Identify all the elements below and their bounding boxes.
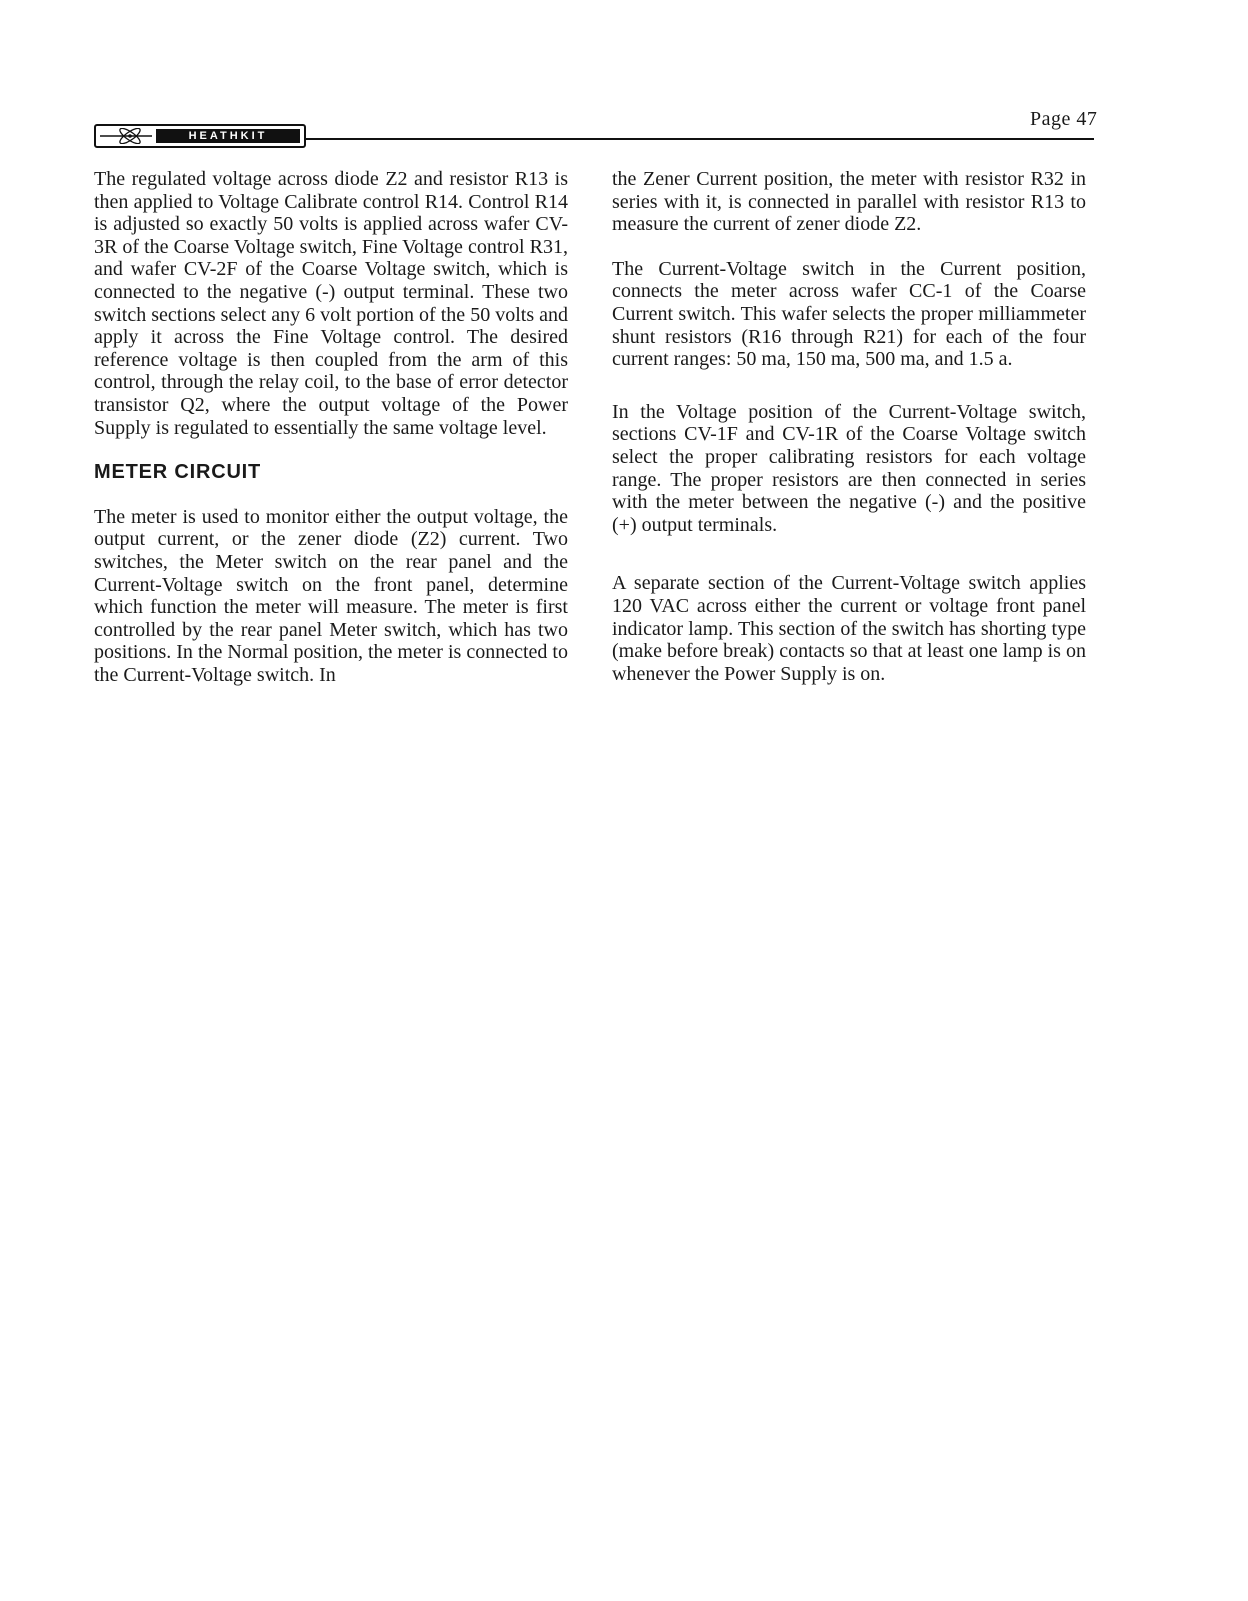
logo-wordmark: HEATHKIT: [156, 129, 300, 143]
paragraph-regulated-voltage: The regulated voltage across diode Z2 and resistor R13 is then applied to Voltage Calibrate control R14. Control R14 is adjusted so exactly 50 volts is applied across wafer CV-3R of the Coarse Voltage switch, Fine Voltage control R31, and wafer CV-2F of the Coarse Voltage switch, which is connected to the negative (-) output terminal. These two switch sections select any 6 volt portion of the 50 volts and apply it across the Fine Voltage control. The desired reference voltage is then coupled from the arm of this control, through the relay coil, to the base of error detector transistor Q2, where the output voltage of the Power Supply is regulated to essentially the same voltage level.: [94, 168, 568, 439]
page-number: Page 47: [1030, 108, 1098, 130]
paragraph-indicator-lamp: A separate section of the Current-Voltage switch applies 120 VAC across either the current or voltage front panel indicator lamp. This section of the switch has shorting type (make before break) contacts so that at least one lamp is on whenever the Power Supply is on.: [612, 572, 1086, 685]
right-column: [612, 168, 1086, 685]
paragraph-voltage-position: In the Voltage position of the Current-Voltage switch, sections CV-1F and CV-1R of the Coarse Voltage switch select the proper calibrating resistors for each voltage range. The proper resistors are then connected in series with the meter between the negative (-) and the positive (+) output terminals.: [612, 400, 1086, 536]
heathkit-logo: [94, 124, 306, 148]
atom-icon: [100, 128, 152, 144]
left-column: [94, 168, 568, 686]
paragraph-current-position: The Current-Voltage switch in the Current position, connects the meter across wafer CC-1 of the Coarse Current switch. This wafer selects the proper milliammeter shunt resistors (R16 through R21) for each of the four current ranges: 50 ma, 150 ma, 500 ma, and 1.5 a.: [612, 257, 1086, 371]
paragraph-zener-current: the Zener Current position, the meter with resistor R32 in series with it, is connected in parallel with resistor R13 to measure the current of zener diode Z2.: [612, 168, 1086, 236]
paragraph-meter-usage: The meter is used to monitor either the output voltage, the output current, or the zener diode (Z2) current. Two switches, the Meter switch on the rear panel and the Current-Voltage switch on the front panel, determine which function the meter will measure. The meter is first controlled by the rear panel Meter switch, which has two positions. In the Normal position, the meter is connected to the Current-Voltage switch. In: [94, 505, 568, 686]
section-heading-meter-circuit: METER CIRCUIT: [94, 461, 262, 484]
